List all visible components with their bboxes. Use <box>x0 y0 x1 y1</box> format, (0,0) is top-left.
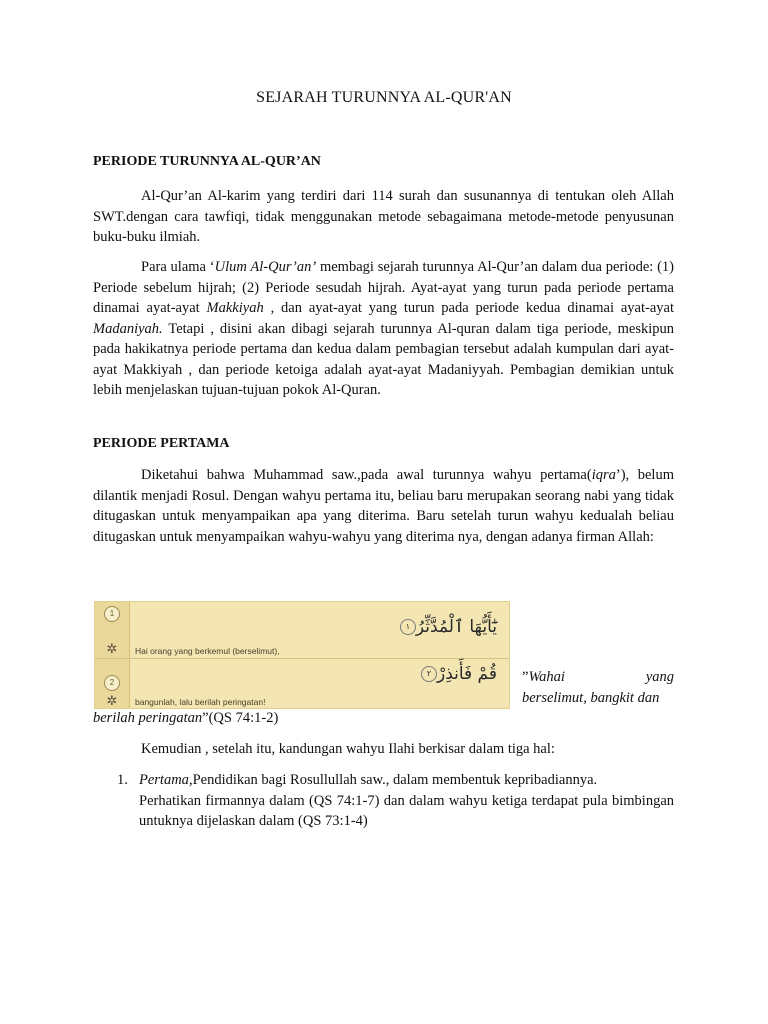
paragraph-intro: Al-Qur’an Al-karim yang terdiri dari 114 surah dan susunannya di tentukan oleh Allah SWT.dengan cara tawfiqi, tidak menggunakan metode sebagaimana metode-metode penyusunan buku-buku ilmiah. <box>93 188 674 245</box>
arabic-verse-1 <box>394 616 497 637</box>
quote-line-3 <box>93 708 674 729</box>
translation-verse-2: bangunlah, lalu berilah peringatan! <box>135 697 266 707</box>
section-heading-periode-pertama: PERIODE PERTAMA <box>93 436 230 451</box>
quote-italic: berilah peringatan <box>93 710 203 726</box>
italic-term-ulum: Ulum Al-Qur’an’ <box>214 259 317 275</box>
italic-term-iqra: iqra <box>591 467 616 483</box>
translation-verse-1: Hai orang yang berkemul (berselimut), <box>135 646 280 656</box>
quote-line-2: berselimut, bangkit dan <box>522 690 660 706</box>
text-span: Tetapi , disini akan dibagi sejarah turunnya Al-quran dalam tiga periode, meskipun pada hakikatnya periode pertama dan kedua dalam pembagian tersebut adalah kumpulan dari ayat-ayat Makkiyah , dan periode ketoiga adalah ayat-ayat Madaniyyah. Pembagian demikian untuk lebih menjelaskan tujuan-tujuan pokok Al-Quran. <box>93 320 674 398</box>
list-item-line-2: Perhatikan firmannya dalam (QS 74:1-7) dan dalam wahyu ketiga terdapat pula bimbingan untuknya dijelaskan dalam (QS 73:1-4) <box>139 792 674 829</box>
quote-reference: ”(QS 74:1-2) <box>202 710 279 726</box>
verse-badge-1: 1 <box>104 606 120 622</box>
italic-term-makkiyah: Makkiyah <box>206 300 264 316</box>
list-item-line-1 <box>139 770 674 791</box>
row-divider <box>95 658 509 659</box>
verse-number-marker: ١ <box>400 619 416 635</box>
text-span: ,Pendidikan bagi Rosullullah saw., dalam membentuk kepribadiannya. <box>188 772 598 788</box>
text-span: , dan ayat-ayat yang turun pada periode kedua dinamai ayat-ayat <box>263 300 674 316</box>
arabic-verse-text: قُمْ فَأَنذِرْ <box>436 664 497 684</box>
paragraph-kemudian: Kemudian , setelah itu, kandungan wahyu Ilahi berkisar dalam tiga hal: <box>141 741 555 757</box>
arabic-verse-2 <box>415 664 497 684</box>
quote-word: yang <box>645 669 674 685</box>
settings-gear-icon: ✲ <box>106 693 118 708</box>
verse-badge-2: 2 <box>104 675 120 691</box>
text-span: ’), belum dilantik menjadi Rosul. Dengan wahyu pertama itu, beliau baru merupakan seorang nabi yang tidak ditugaskan untuk menyampaikan apa yang diterima. Baru setelah turun wahyu kedualah beliau ditugaskan untuk menyampaikan wahyu-wahyu yang diterima nya, dengan adanya firman Allah: <box>93 467 674 545</box>
arabic-verse-text: يَٰٓأَيُّهَا ٱلْمُدَّثِّرُ <box>415 617 497 637</box>
paragraph-ulama <box>93 257 674 401</box>
settings-gear-icon: ✲ <box>106 641 118 656</box>
paragraph-periode-pertama <box>93 465 674 547</box>
quran-verse-image <box>94 601 510 709</box>
section-heading-periode-turunnya: PERIODE TURUNNYA AL-QUR’AN <box>93 154 321 169</box>
italic-term-pertama: Pertama <box>139 772 189 788</box>
quote-line-1 <box>522 667 674 688</box>
quote-open-mark: ” <box>522 669 529 685</box>
text-span: Diketahui bahwa Muhammad saw.,pada awal turunnya wahyu pertama( <box>141 467 592 483</box>
quote-word: Wahai <box>528 669 565 685</box>
list-item-body <box>139 770 674 832</box>
list-number: 1. <box>117 772 128 788</box>
text-span: membagi sejarah turunnya Al-Qur’an dalam dua periode: (1) Periode sebelum hijrah; (2) Periode sesudah hijrah. Ayat-ayat yang turun pada periode pertama dinamai ayat-ayat <box>93 259 674 316</box>
document-title: SEJARAH TURUNNYA AL-QUR'AN <box>256 89 512 106</box>
italic-term-madaniyah: Madaniyah. <box>93 320 163 337</box>
text-span: Para ulama ‘ <box>141 259 215 275</box>
verse-number-marker: ٢ <box>421 666 437 682</box>
